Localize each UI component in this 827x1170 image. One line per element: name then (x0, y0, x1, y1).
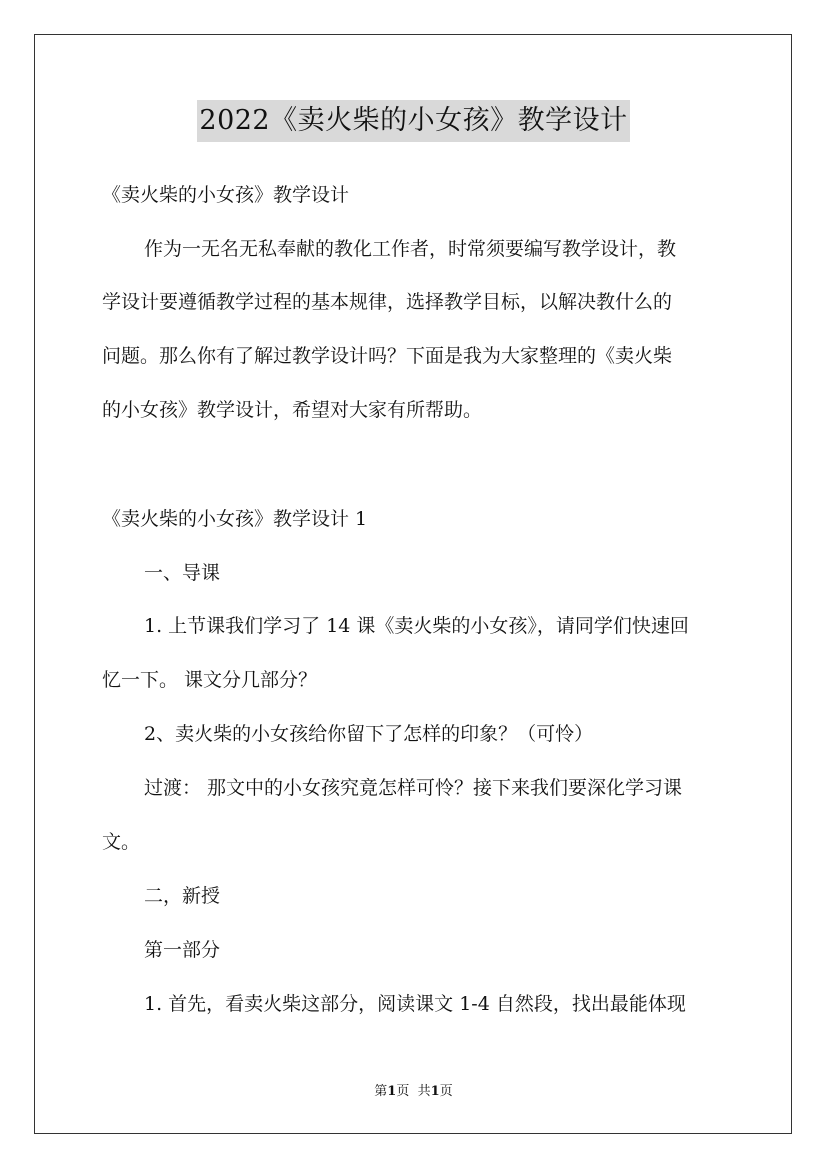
page-footer (0, 1083, 827, 1101)
part-one-heading: 一、导课 (144, 562, 221, 584)
item-1-line-2: 忆一下。 课文分几部分？ (102, 669, 318, 691)
transition-line-1: 过渡： 那文中的小女孩究竟怎样可怜？接下来我们要深化学习课 (144, 777, 683, 799)
footer-total-prefix: 共 (417, 1084, 431, 1099)
document-subtitle: 《卖火柴的小女孩》教学设计 (102, 184, 350, 206)
document-title: 2022《卖火柴的小女孩》教学设计 (197, 100, 629, 142)
item-2: 2、卖火柴的小女孩给你留下了怎样的印象？（可怜） (144, 723, 594, 745)
section-heading: 《卖火柴的小女孩》教学设计 1 (102, 508, 368, 530)
item-1-line-1: 1. 上节课我们学习了 14 课《卖火柴的小女孩》，请同学们快速回 (144, 615, 689, 637)
intro-line-4: 的小女孩》教学设计，希望对大家有所帮助。 (102, 399, 483, 421)
footer-page-current: 1 (387, 1084, 397, 1099)
footer-page-total: 1 (430, 1084, 440, 1099)
footer-page-prefix: 第 (374, 1084, 388, 1099)
title-container (0, 100, 827, 142)
footer-page-unit: 页 (396, 1084, 410, 1099)
intro-line-3: 问题。那么你有了解过教学设计吗？下面是我为大家整理的《卖火柴 (102, 345, 673, 367)
part-two-heading: 二，新授 (144, 885, 221, 907)
intro-line-2: 学设计要遵循教学过程的基本规律，选择教学目标，以解决教什么的 (102, 291, 673, 313)
footer-total-unit: 页 (439, 1084, 453, 1099)
transition-line-2: 文。 (102, 831, 141, 853)
part-two-subheading: 第一部分 (144, 939, 221, 961)
part-two-item-1: 1. 首先，看卖火柴这部分，阅读课文 1-4 自然段，找出最能体现 (144, 993, 686, 1015)
intro-line-1: 作为一无名无私奉献的教化工作者，时常须要编写教学设计，教 (144, 238, 677, 260)
